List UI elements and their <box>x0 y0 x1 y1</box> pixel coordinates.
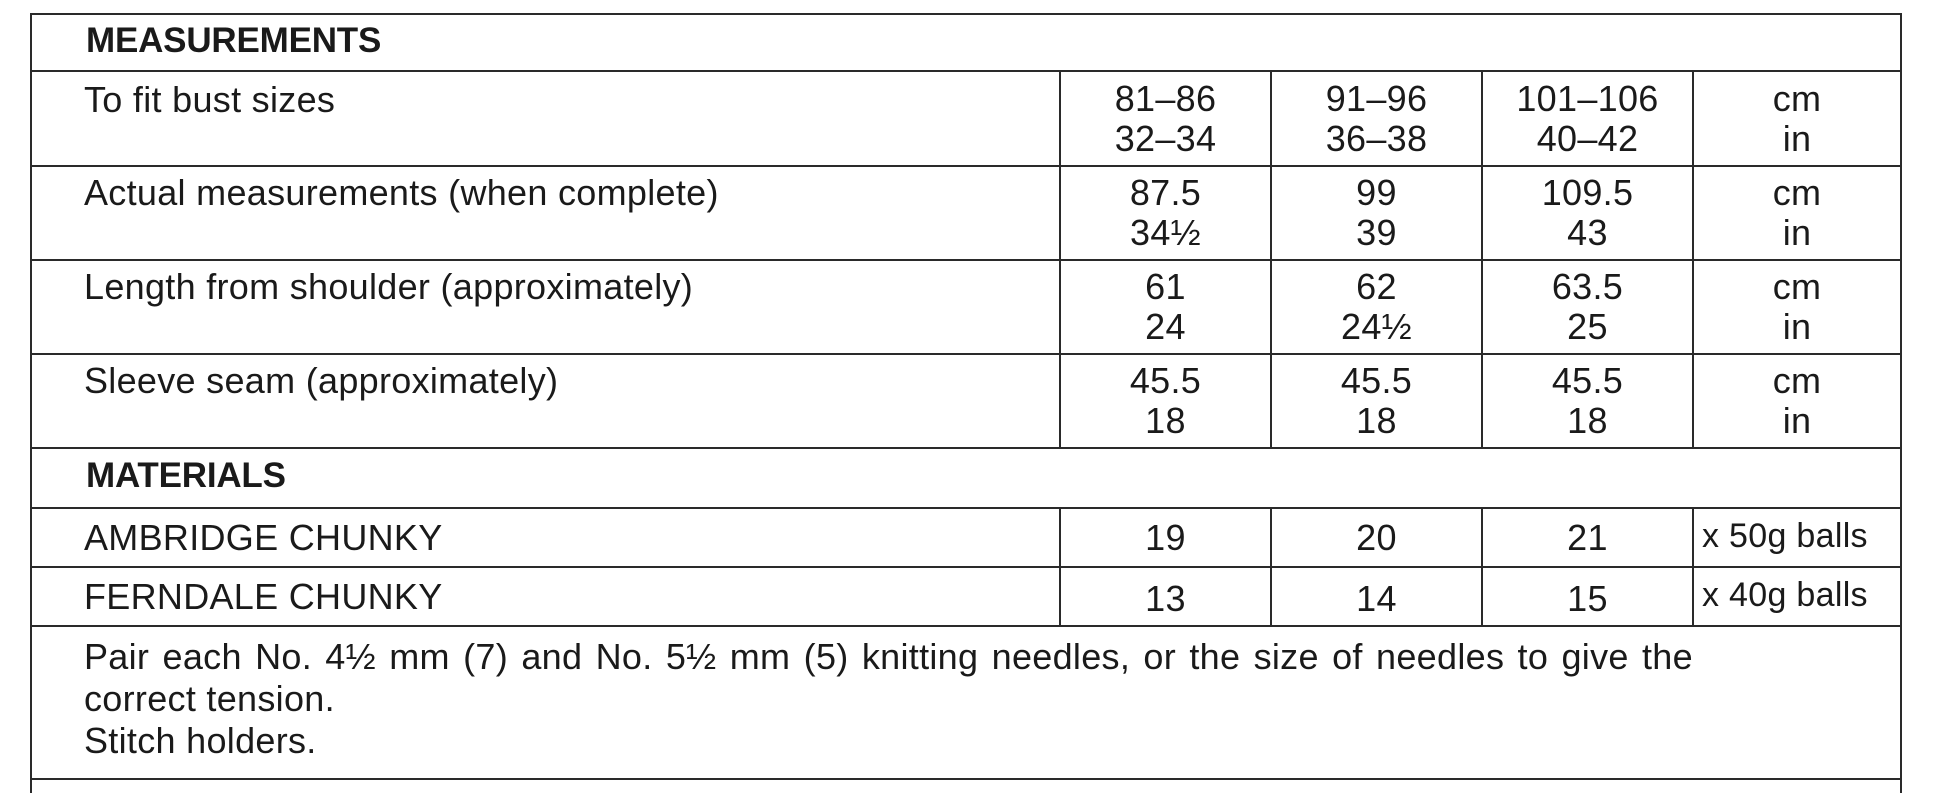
needles-note: Pair each No. 4½ mm (7) and No. 5½ mm (5) knitting needles, or the size of needles to give the <box>84 636 1693 677</box>
rule <box>30 259 1902 261</box>
rule <box>30 353 1902 355</box>
rule <box>30 566 1902 568</box>
table-cell: 101–106 <box>1516 78 1659 119</box>
table-cell: 109.5 <box>1541 172 1634 213</box>
table-cell: 40–42 <box>1536 118 1639 159</box>
table-cell: 20 <box>1356 517 1397 558</box>
tension-note: correct tension. <box>84 678 335 719</box>
table-cell: 32–34 <box>1114 118 1217 159</box>
rule <box>30 13 32 793</box>
materials-heading: MATERIALS <box>86 456 286 495</box>
table-cell: 39 <box>1356 212 1397 253</box>
holders-note: Stitch holders. <box>84 720 317 761</box>
table-cell: 24½ <box>1341 306 1412 347</box>
rule <box>30 447 1902 449</box>
table-cell: 21 <box>1567 517 1608 558</box>
rule <box>30 70 1902 72</box>
table-cell: 45.5 <box>1551 360 1624 401</box>
row-label: Sleeve seam (approximately) <box>84 360 559 401</box>
unit-cell: in <box>1782 118 1812 159</box>
unit-cell: cm <box>1772 78 1822 119</box>
row-label: Length from shoulder (approximately) <box>84 266 694 307</box>
unit-cell: cm <box>1772 266 1822 307</box>
table-cell: 24 <box>1145 306 1186 347</box>
table-cell: 15 <box>1567 578 1608 619</box>
unit-cell: x 40g balls <box>1702 576 1868 614</box>
table-cell: 34½ <box>1130 212 1201 253</box>
table-cell: 81–86 <box>1114 78 1217 119</box>
rule <box>30 13 1902 15</box>
unit-cell: x 50g balls <box>1702 517 1868 555</box>
table-cell: 61 <box>1145 266 1186 307</box>
table-cell: 91–96 <box>1325 78 1428 119</box>
table-cell: 25 <box>1567 306 1608 347</box>
unit-cell: cm <box>1772 360 1822 401</box>
table-cell: 63.5 <box>1551 266 1624 307</box>
table-cell: 18 <box>1145 400 1186 441</box>
rule <box>30 778 1902 780</box>
table-cell: 62 <box>1356 266 1397 307</box>
rule <box>1900 13 1902 793</box>
row-label: To fit bust sizes <box>84 79 336 120</box>
table-cell: 19 <box>1145 517 1186 558</box>
table-cell: 43 <box>1567 212 1608 253</box>
measurements-heading: MEASUREMENTS <box>86 21 382 60</box>
table-cell: 45.5 <box>1340 360 1413 401</box>
yarn-label: AMBRIDGE CHUNKY <box>84 517 443 558</box>
rule <box>30 507 1902 509</box>
yarn-label: FERNDALE CHUNKY <box>84 576 443 617</box>
rule <box>30 165 1902 167</box>
unit-cell: in <box>1782 212 1812 253</box>
unit-cell: in <box>1782 400 1812 441</box>
table-cell: 14 <box>1356 578 1397 619</box>
table-cell: 18 <box>1567 400 1608 441</box>
table-cell: 13 <box>1145 578 1186 619</box>
table-cell: 18 <box>1356 400 1397 441</box>
pattern-table <box>30 13 1902 793</box>
table-cell: 99 <box>1356 172 1397 213</box>
unit-cell: in <box>1782 306 1812 347</box>
row-label: Actual measurements (when complete) <box>84 172 719 213</box>
table-cell: 36–38 <box>1325 118 1428 159</box>
unit-cell: cm <box>1772 172 1822 213</box>
rule <box>1692 507 1694 625</box>
table-cell: 87.5 <box>1129 172 1202 213</box>
rule <box>30 625 1902 627</box>
table-cell: 45.5 <box>1129 360 1202 401</box>
